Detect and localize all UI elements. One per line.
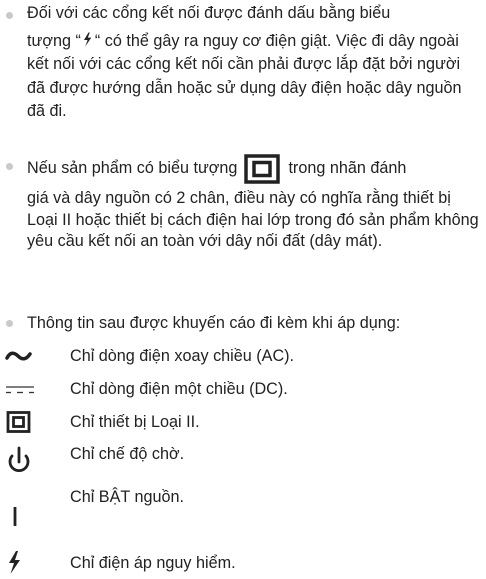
- symbol-label: Chỉ thiết bị Loại II.: [70, 413, 200, 431]
- symbol-label: Chỉ điện áp nguy hiểm.: [70, 554, 236, 572]
- symbol-label: Chỉ BẬT nguồn.: [70, 488, 184, 506]
- paragraph-post-icon: trong nhãn đánh: [288, 159, 407, 178]
- paragraph-rest: giá và dây nguồn có 2 chân, điều này có nghĩa rằng thiết bị Loại II hoặc thiết bị cách điện hai lớp trong đó sản phẩm không yêu cầu kết nối an toàn với dây nối đất (dây mát).: [27, 189, 479, 250]
- symbol-label: Chỉ dòng điện một chiều (DC).: [70, 380, 288, 398]
- standby-icon: [4, 445, 34, 475]
- symbol-label: Chỉ dòng điện xoay chiều (AC).: [70, 347, 295, 365]
- class-ii-paragraph: [27, 149, 482, 253]
- symbol-label: Chỉ chế độ chờ.: [70, 445, 185, 463]
- class-ii-icon: [244, 154, 280, 184]
- lightning-icon: [4, 550, 34, 576]
- symbol-row-standby: [0, 445, 486, 475]
- paragraph-lead: Đối với các cổng kết nối được đánh dấu bằng biểu: [27, 4, 391, 22]
- symbol-row-hazard: [0, 550, 486, 576]
- lightning-icon: [82, 32, 93, 47]
- symbol-row-ac: [0, 343, 486, 369]
- symbol-row-power-on: [0, 488, 486, 526]
- class-ii-icon: [4, 409, 34, 435]
- paragraph-pre-icon: tượng “: [27, 32, 81, 50]
- dc-icon: [4, 376, 34, 402]
- bullet-dot: [6, 12, 13, 19]
- bullet-dot: [6, 163, 13, 170]
- symbol-row-class-ii: [0, 409, 486, 435]
- bullet-dot: [6, 320, 13, 327]
- power-on-icon: [4, 490, 34, 526]
- info-paragraph: Thông tin sau được khuyến cáo đi kèm khi áp dụng:: [27, 314, 401, 332]
- ac-tilde-icon: [4, 343, 34, 369]
- warning-paragraph: [27, 3, 482, 124]
- paragraph-pre-icon: Nếu sản phẩm có biểu tượng: [27, 159, 238, 178]
- paragraph-post-icon: “ có thể gây ra nguy cơ điện giật. Việc đi dây ngoài kết nối với các cổng kết nối cần phải được lắp đặt bởi người đã được hướng dẫn hoặc sử dụng dây điện hoặc dây nguồn đã đi.: [27, 32, 462, 121]
- symbol-row-dc: [0, 376, 486, 402]
